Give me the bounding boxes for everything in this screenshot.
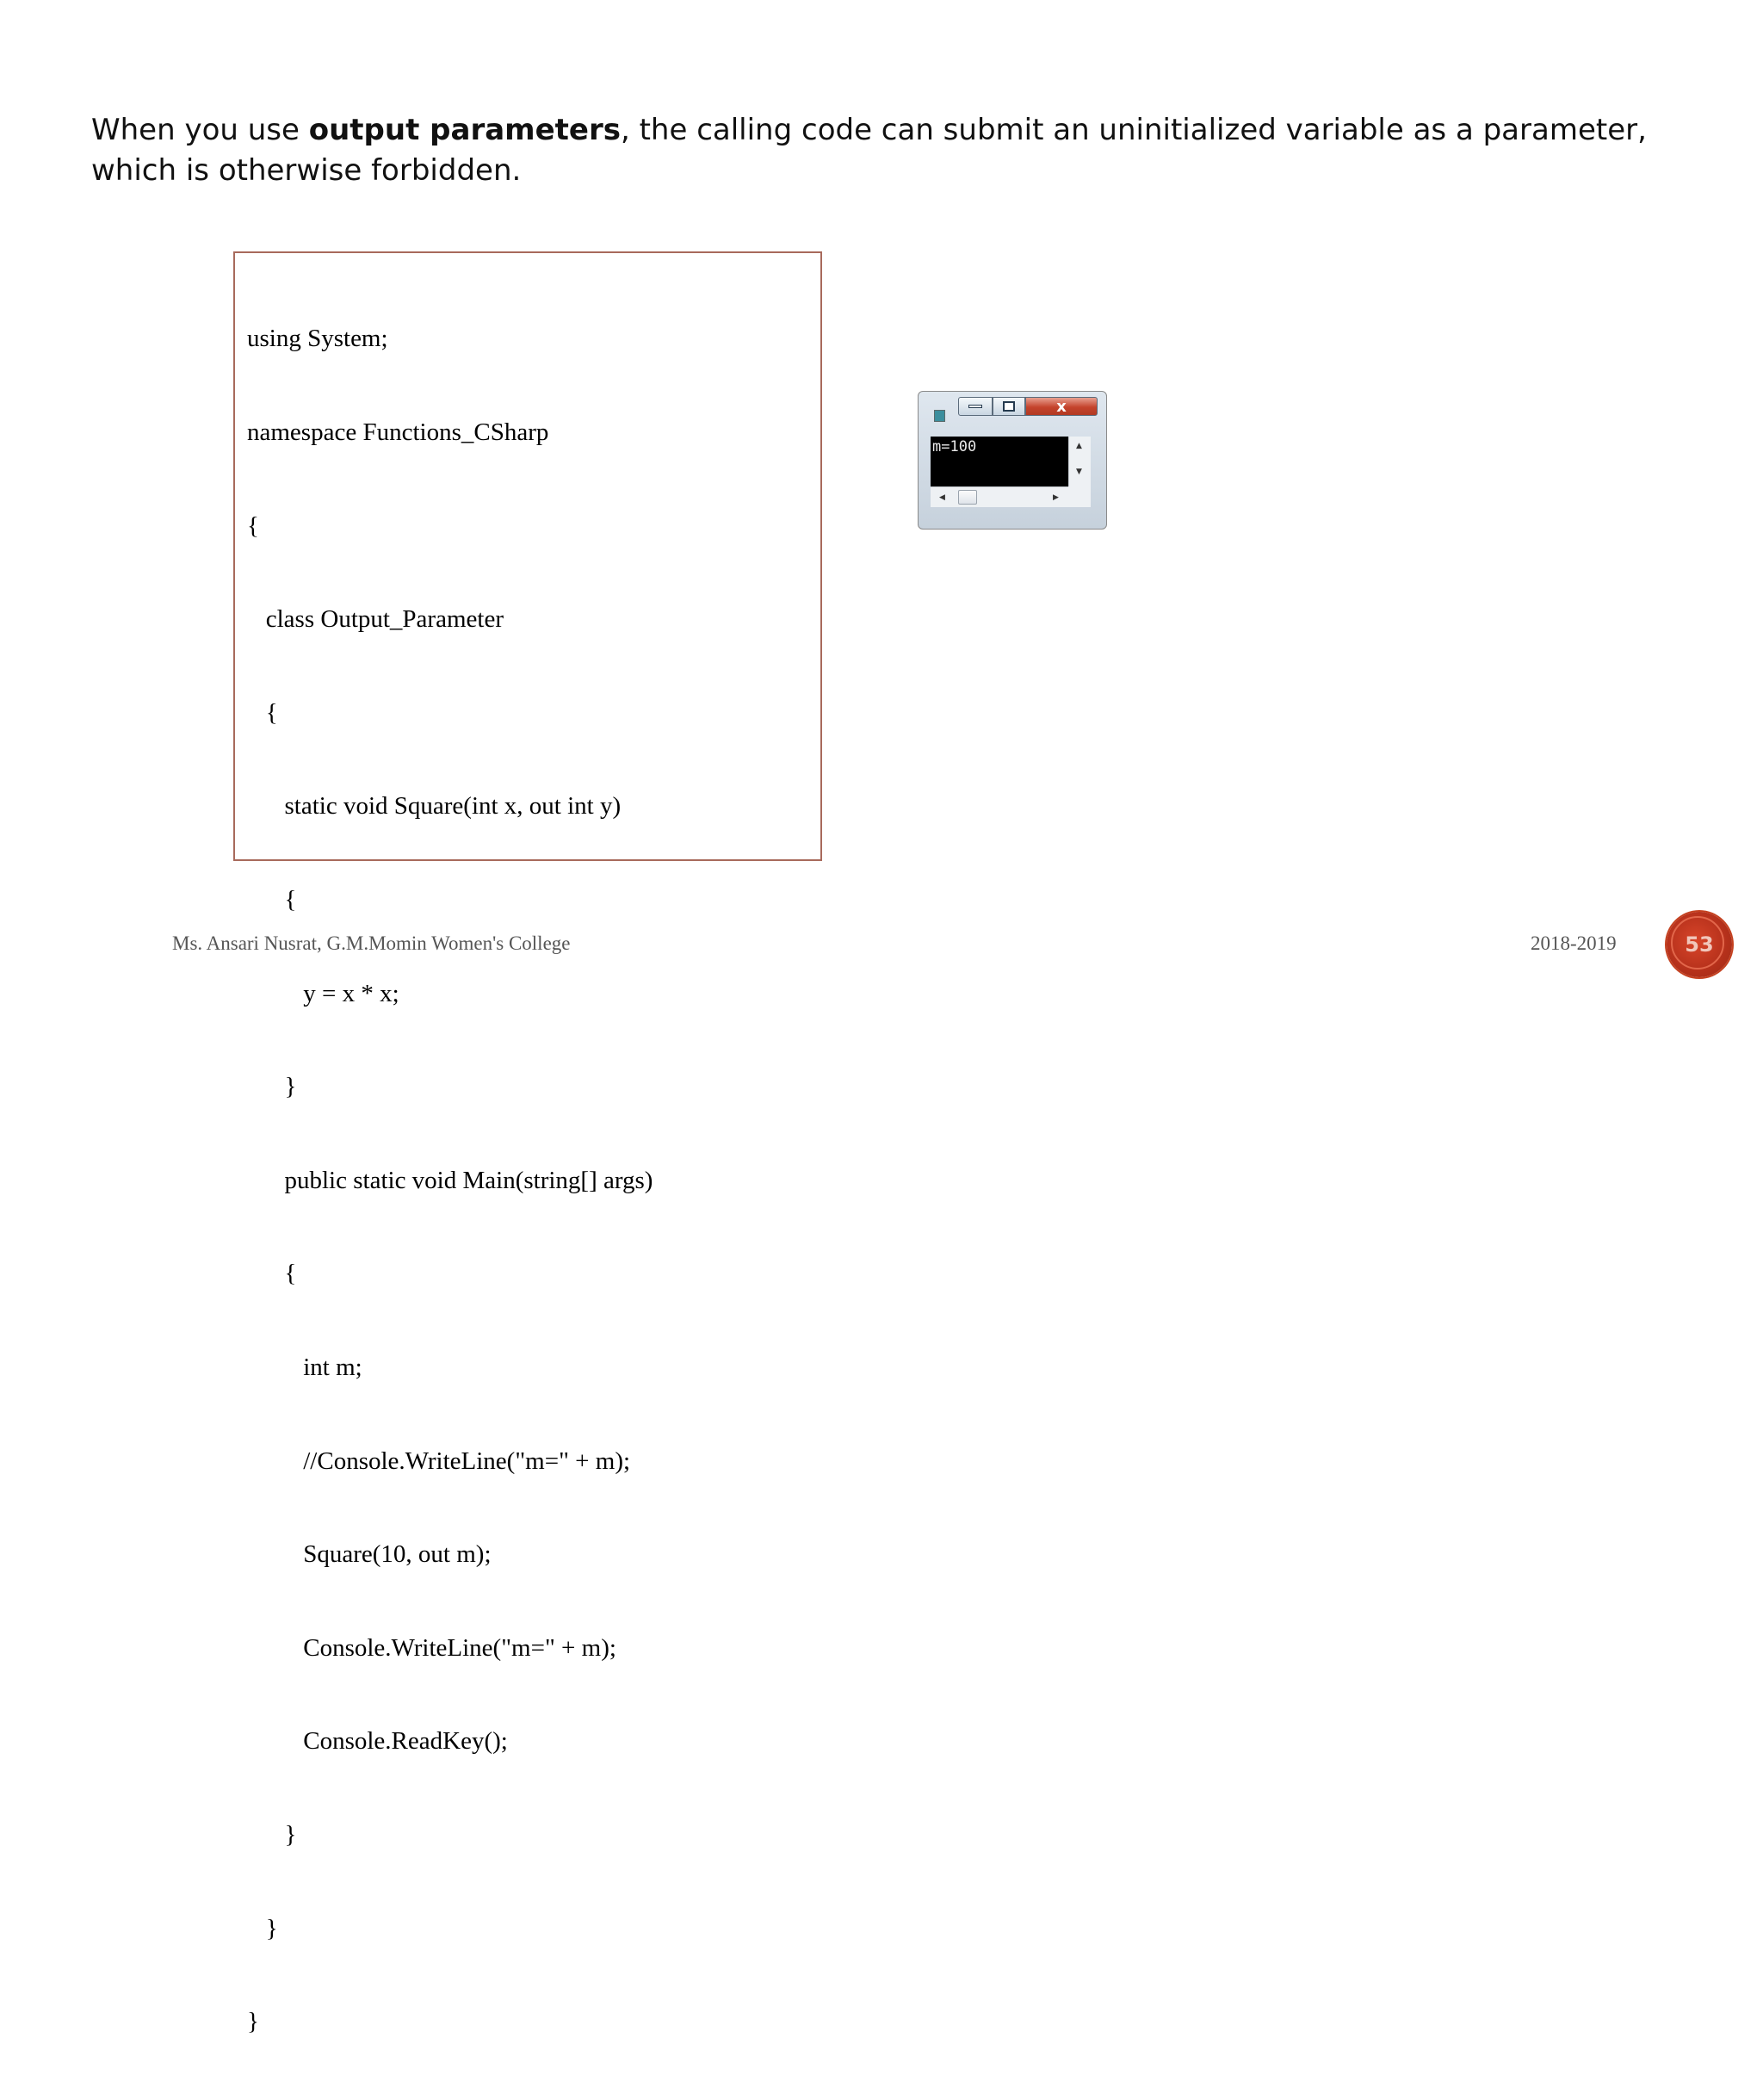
code-line: class Output_Parameter (247, 605, 504, 634)
vertical-scrollbar[interactable] (1068, 437, 1091, 486)
scrollbar-thumb[interactable] (958, 490, 977, 505)
maximize-icon (1003, 401, 1015, 412)
footer-year: 2018-2019 (1531, 932, 1617, 954)
code-line: { (247, 1260, 297, 1288)
page-number-badge (1667, 912, 1732, 977)
page-number: 53 (1685, 932, 1714, 957)
code-line: y = x * x; (247, 979, 399, 1007)
intro-text-after: , the calling code can submit an uninitialized variable as a parameter, which is otherwise forbidden. (91, 113, 1647, 188)
intro-text-before: When you use (91, 113, 309, 147)
code-line: Square(10, out m); (247, 1540, 492, 1569)
code-line: { (247, 511, 259, 540)
intro-bold-term: output parameters (308, 113, 621, 147)
footer-author: Ms. Ansari Nusrat, G.M.Momin Women's College (172, 932, 571, 954)
scroll-up-icon[interactable]: ▲ (1076, 442, 1082, 450)
close-button[interactable] (1025, 397, 1098, 416)
scroll-right-icon[interactable]: ▶ (1053, 493, 1059, 502)
maximize-button[interactable] (993, 397, 1025, 416)
code-line: } (247, 2008, 259, 2036)
scroll-down-icon[interactable]: ▼ (1076, 468, 1082, 476)
code-line: } (247, 1820, 297, 1849)
scroll-left-icon[interactable]: ◀ (939, 493, 945, 502)
code-line: } (247, 1073, 297, 1101)
code-line: Console.ReadKey(); (247, 1727, 508, 1756)
code-line: } (247, 1914, 278, 1942)
code-line: { (247, 698, 278, 727)
console-output: m=100 (932, 438, 977, 455)
code-line: //Console.WriteLine("m=" + m); (247, 1446, 631, 1475)
minimize-icon (968, 405, 982, 408)
code-line: public static void Main(string[] args) (247, 1166, 653, 1194)
console-app-icon (934, 410, 945, 422)
code-line: Console.WriteLine("m=" + m); (247, 1633, 616, 1662)
code-line: using System; (247, 325, 388, 353)
code-listing (247, 261, 653, 2100)
code-line: int m; (247, 1353, 362, 1381)
console-screen (931, 437, 1068, 486)
close-icon: x (1056, 397, 1067, 416)
resize-grip-icon[interactable] (1068, 486, 1091, 507)
intro-paragraph (91, 110, 1710, 191)
horizontal-scrollbar[interactable] (931, 486, 1068, 507)
code-line: static void Square(int x, out int y) (247, 792, 622, 821)
code-line: { (247, 885, 297, 914)
code-line: namespace Functions_CSharp (247, 418, 549, 446)
console-window (918, 391, 1107, 530)
minimize-button[interactable] (958, 397, 993, 416)
